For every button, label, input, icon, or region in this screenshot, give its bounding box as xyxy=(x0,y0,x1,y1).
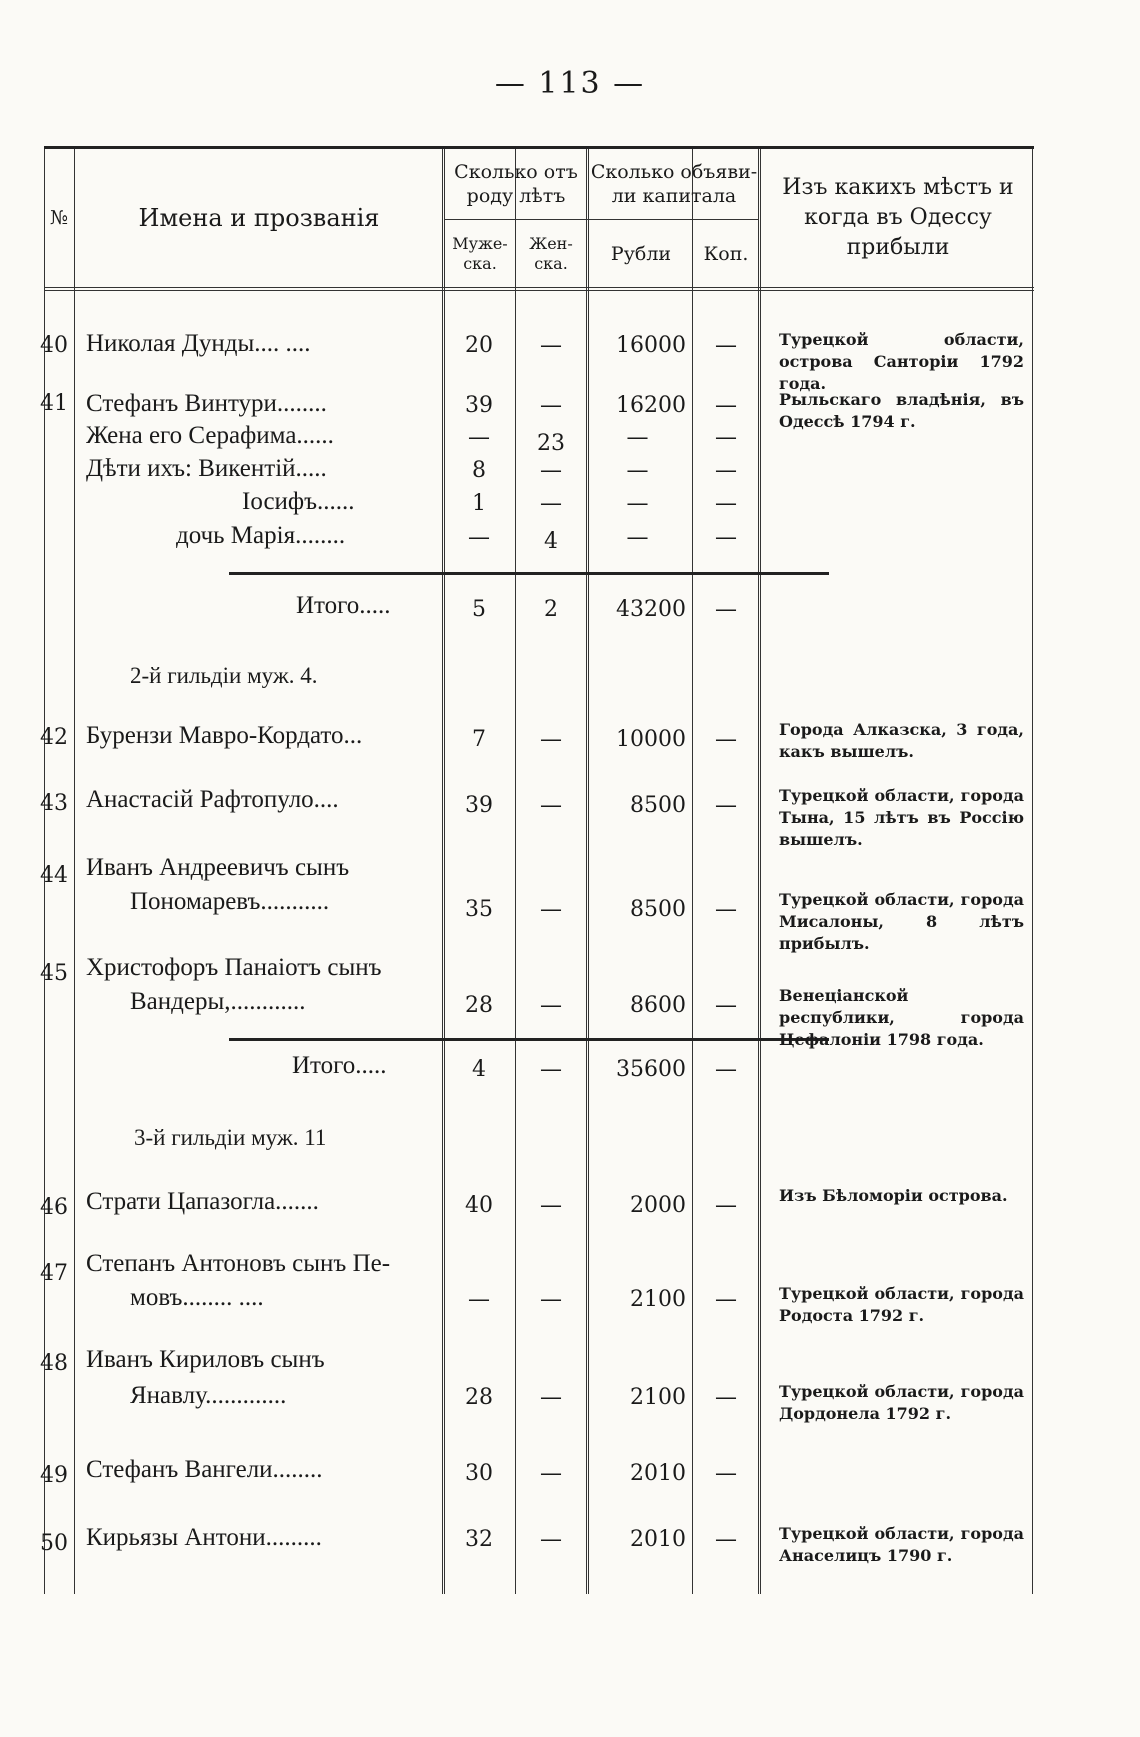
row-kop: — xyxy=(715,458,737,483)
row-rubles: 10000 xyxy=(616,727,686,752)
row-rubles: 2010 xyxy=(630,1461,686,1486)
row-no: 42 xyxy=(40,725,68,750)
header-age: Сколько отъ роду лѣтъ xyxy=(454,161,578,207)
row-kop: — xyxy=(715,1193,737,1218)
row-male: 32 xyxy=(465,1527,493,1552)
rule-right xyxy=(1032,149,1033,1594)
header-no: № xyxy=(50,207,68,229)
rule-no xyxy=(74,149,75,1594)
row-female: — xyxy=(540,897,562,922)
row-female: — xyxy=(540,1527,562,1552)
row-name: дочь Марія........ xyxy=(176,522,346,549)
rule-rubles xyxy=(692,149,693,1594)
row-rubles: 16200 xyxy=(616,393,686,418)
row-male: 20 xyxy=(465,333,493,358)
row-name: мовъ........ .... xyxy=(130,1284,264,1311)
row-no: 40 xyxy=(40,333,68,358)
row-name: Христофоръ Панаіотъ сынъ xyxy=(86,954,382,981)
row-total: Итого..... xyxy=(296,592,391,619)
row-male: 8 xyxy=(472,458,486,483)
row-female: — xyxy=(540,793,562,818)
row-kop: — xyxy=(715,1527,737,1552)
row-female: — xyxy=(540,491,562,516)
section-heading: 2-й гильдіи муж. 4. xyxy=(130,663,318,688)
row-no: 49 xyxy=(40,1463,68,1488)
row-female: — xyxy=(540,1057,562,1082)
rule-subheader xyxy=(444,219,758,220)
header-age-female: Жен-ска. xyxy=(529,234,573,273)
row-female: — xyxy=(540,1193,562,1218)
row-name: Анастасій Рафтопуло.... xyxy=(86,786,339,813)
rule-kopecks xyxy=(758,149,761,1594)
row-kop: — xyxy=(715,793,737,818)
row-male: 5 xyxy=(472,597,486,622)
row-name: Иванъ Андреевичъ сынъ xyxy=(86,854,350,881)
row-name: Страти Цапазогла....... xyxy=(86,1188,319,1215)
row-name: Николая Дунды.... .... xyxy=(86,330,311,357)
row-origin: Венеціанской республики, города Цефалоніи 1798 года. xyxy=(779,986,1024,1049)
row-rubles: 2100 xyxy=(630,1287,686,1312)
row-male: 28 xyxy=(465,1385,493,1410)
row-kop: — xyxy=(715,525,737,550)
header-rubles: Рубли xyxy=(610,243,672,265)
row-male: 39 xyxy=(465,793,493,818)
row-rubles: 16000 xyxy=(616,333,686,358)
row-origin: Турецкой области, города Мисалоны, 8 лѣтъ прибылъ. xyxy=(779,890,1024,953)
row-rubles: 2000 xyxy=(630,1193,686,1218)
header-names: Имена и прозванія xyxy=(138,204,380,232)
header-age-male: Муже-ска. xyxy=(452,234,508,273)
rule-male xyxy=(515,149,516,1594)
row-no: 48 xyxy=(40,1351,68,1376)
row-male: 4 xyxy=(472,1057,486,1082)
row-rubles: 8500 xyxy=(630,793,686,818)
row-name: Степанъ Антоновъ сынъ Пе- xyxy=(86,1250,391,1277)
row-kop: — xyxy=(715,1287,737,1312)
rule-names xyxy=(442,149,445,1594)
row-kop: — xyxy=(715,1057,737,1082)
row-no: 46 xyxy=(40,1195,68,1220)
row-kop: — xyxy=(715,1461,737,1486)
row-name: Дѣти ихъ: Викентій..... xyxy=(86,455,327,482)
row-name: Иванъ Кириловъ сынъ xyxy=(86,1346,325,1373)
row-female: — xyxy=(540,333,562,358)
row-female: — xyxy=(540,1287,562,1312)
row-rubles: 8600 xyxy=(630,993,686,1018)
row-name: Стефанъ Вангели........ xyxy=(86,1456,323,1483)
total-rule-2 xyxy=(229,1038,829,1041)
row-rubles: 35600 xyxy=(616,1057,686,1082)
rule-header-bottom xyxy=(44,287,1034,291)
row-rubles: 2010 xyxy=(630,1527,686,1552)
row-male: 28 xyxy=(465,993,493,1018)
row-origin: Изъ Бѣломоріи острова. xyxy=(779,1186,1008,1205)
row-name: Бурензи Мавро-Кордато... xyxy=(86,722,363,749)
row-female: — xyxy=(540,993,562,1018)
row-male: — xyxy=(468,525,490,550)
header-capital: Сколько объяви-ли капитала xyxy=(590,161,758,207)
row-no: 44 xyxy=(40,863,68,888)
row-origin: Турецкой области, города Дордонела 1792 г. xyxy=(779,1382,1024,1423)
row-kop: — xyxy=(715,897,737,922)
row-name: Янавлу............. xyxy=(130,1382,287,1409)
row-rubles: — xyxy=(626,525,649,550)
row-female: — xyxy=(540,393,562,418)
row-kop: — xyxy=(715,1385,737,1410)
row-rubles: — xyxy=(626,425,649,450)
row-kop: — xyxy=(715,597,737,622)
row-no: 43 xyxy=(40,791,68,816)
row-kop: — xyxy=(715,393,737,418)
row-no: 47 xyxy=(40,1261,68,1286)
row-male: 30 xyxy=(465,1461,493,1486)
ledger-table xyxy=(40,146,1034,1594)
row-male: 7 xyxy=(472,727,486,752)
row-name: Кирьязы Антони......... xyxy=(86,1524,322,1551)
row-female: — xyxy=(540,727,562,752)
row-origin: Турецкой области, города Тына, 15 лѣтъ въ Россію вышелъ. xyxy=(779,786,1024,849)
row-no: 50 xyxy=(40,1531,68,1556)
row-origin: Турецкой области, острова Санторіи 1792 года. xyxy=(779,330,1024,393)
row-name: Вандеры,............ xyxy=(130,988,306,1015)
row-male: 40 xyxy=(465,1193,493,1218)
row-rubles: — xyxy=(626,458,649,483)
page-number: — 113 — xyxy=(494,66,646,101)
row-name: Пономаревъ........... xyxy=(130,888,330,915)
row-kop: — xyxy=(715,425,737,450)
row-rubles: 8500 xyxy=(630,897,686,922)
row-rubles: — xyxy=(626,491,649,516)
row-name: Стефанъ Винтури........ xyxy=(86,390,327,417)
rule-female xyxy=(586,149,589,1594)
row-female: — xyxy=(540,458,562,483)
row-no: 41 xyxy=(40,391,68,416)
row-female: 23 xyxy=(537,431,565,456)
row-female: — xyxy=(540,1385,562,1410)
row-female: — xyxy=(540,1461,562,1486)
row-male: 39 xyxy=(465,393,493,418)
row-rubles: 2100 xyxy=(630,1385,686,1410)
row-kop: — xyxy=(715,491,737,516)
row-name: Жена его Серафима...... xyxy=(86,422,334,449)
row-male: — xyxy=(468,425,490,450)
row-kop: — xyxy=(715,993,737,1018)
row-origin: Турецкой области, города Родоста 1792 г. xyxy=(779,1284,1024,1325)
row-rubles: 43200 xyxy=(616,597,686,622)
header-kopecks: Коп. xyxy=(703,243,749,265)
section-heading: 3-й гильдіи муж. 11 xyxy=(134,1125,327,1150)
row-origin: Рыльскаго владѣнія, въ Одессѣ 1794 г. xyxy=(779,390,1024,431)
header-origin: Изъ какихъ мѣстъ и когда въ Одессу прибыли xyxy=(782,175,1014,260)
row-male: 1 xyxy=(472,491,486,516)
row-female: 4 xyxy=(544,529,558,554)
row-female: 2 xyxy=(544,597,558,622)
row-kop: — xyxy=(715,333,737,358)
row-origin: Города Алказска, 3 года, какъ вышелъ. xyxy=(779,720,1024,761)
row-name: Іосифъ...... xyxy=(242,488,355,515)
row-male: 35 xyxy=(465,897,493,922)
row-origin: Турецкой области, города Анаселицъ 1790 г. xyxy=(779,1524,1024,1565)
row-kop: — xyxy=(715,727,737,752)
row-male: — xyxy=(468,1287,490,1312)
row-no: 45 xyxy=(40,961,68,986)
total-rule-1 xyxy=(229,572,829,575)
row-total: Итого..... xyxy=(292,1052,387,1079)
